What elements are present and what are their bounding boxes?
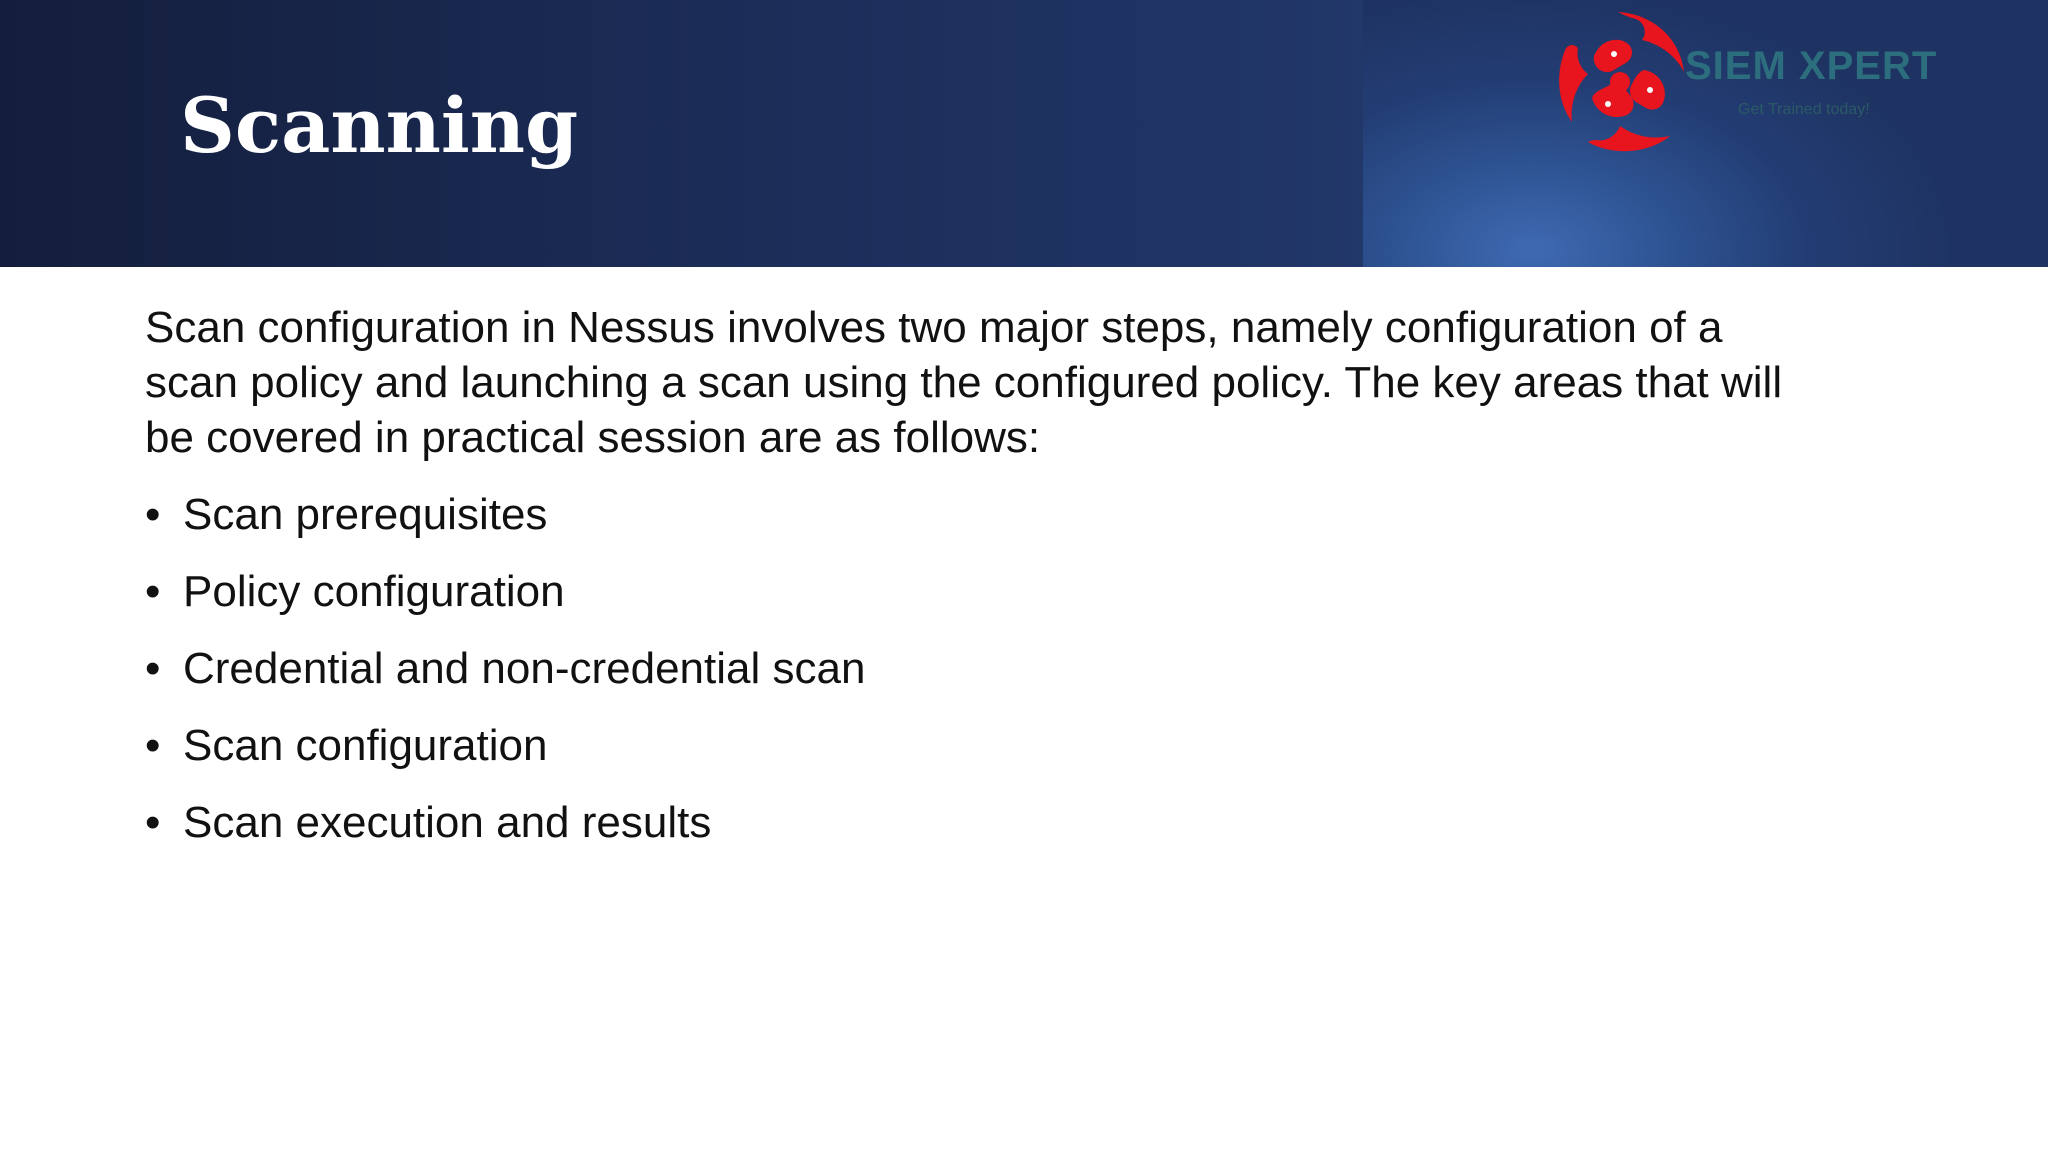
slide-title: Scanning [180,81,579,170]
list-item-text: Scan prerequisites [183,490,548,539]
logo-tagline: Get Trained today! [1738,101,1870,118]
siemxpert-logo [1548,8,1968,158]
slide-body [145,300,1845,872]
list-item-text: Credential and non-credential scan [183,644,866,693]
list-item [145,795,1845,850]
bullet-icon: • [145,721,161,770]
hands-circle-icon [1548,8,1693,156]
slide-header [0,0,2048,267]
logo-wordmark: SIEM XPERT [1685,44,1938,88]
list-item-text: Scan configuration [183,721,548,770]
intro-paragraph: Scan configuration in Nessus involves two major steps, namely configuration of a scan policy and launching a scan using the configured policy. The key areas that will be covered in practical session are as follows: [145,303,1783,462]
bullet-list [145,487,1845,850]
list-item-text: Policy configuration [183,567,565,616]
list-item [145,487,1845,542]
bullet-icon: • [145,490,161,539]
list-item-text: Scan execution and results [183,798,712,847]
bullet-icon: • [145,644,161,693]
bullet-icon: • [145,567,161,616]
bullet-icon: • [145,798,161,847]
list-item [145,564,1845,619]
list-item [145,718,1845,773]
list-item [145,641,1845,696]
